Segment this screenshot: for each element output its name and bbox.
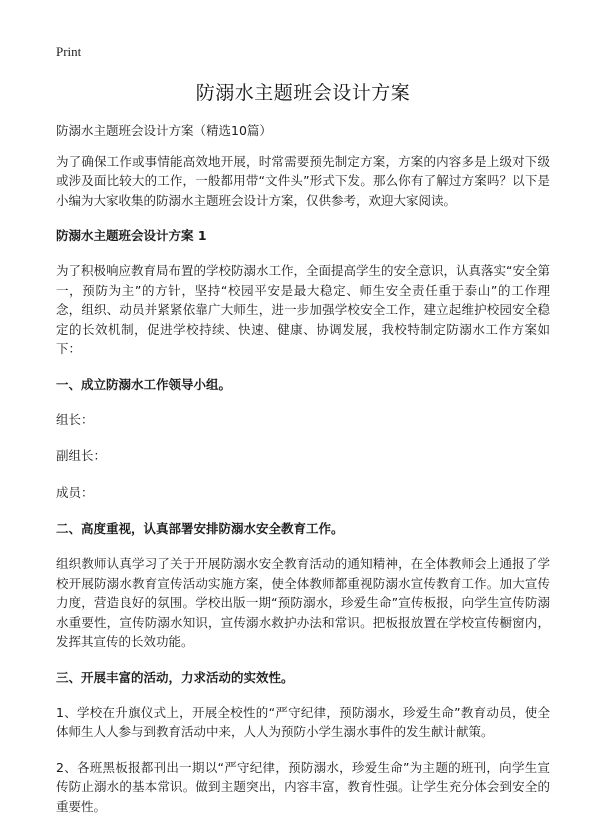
document-body — [56, 78, 550, 832]
members-label: 成员： — [56, 484, 94, 500]
activity-item-2: 2、各班黑板报都刊出一期以“严守纪律，预防溺水，珍爱生命”为主题的班刊，向学生宣传防止溺水的基本常识。做到主题突出，内容丰富，教育性强。让学生充分体会到安全的重要性。 — [56, 759, 550, 814]
deputy-leader-label: 副组长： — [56, 448, 107, 463]
heading-education-work: 二、高度重视，认真部署安排防溺水安全教育工作。 — [56, 521, 344, 536]
leader-label: 组长： — [56, 411, 94, 427]
section-1-heading: 防溺水主题班会设计方案 1 — [56, 228, 207, 243]
intro-paragraph: 为了确保工作或事情能高效地开展，时常需要预先制定方案，方案的内容多是上级对下级或涉及面比较大的工作，一般都用带“文件头”形式下发。那么你有了解过方案吗？以下是小编为大家收集的防溺水主题班会设计方案，仅供参考，欢迎大家阅读。 — [56, 153, 550, 208]
education-work-paragraph: 组织教师认真学习了关于开展防溺水安全教育活动的通知精神，在全体教师会上通报了学校开展防溺水教育宣传活动实施方案，使全体教师都重视防溺水宣传教育工作。加大宣传力度，营造良好的氛围。学校出版一期“预防溺水，珍爱生命”宣传板报，向学生宣传防溺水重要性，宣传防溺水知识，宣传溺水救护办法和常识。把板报放置在学校宣传橱窗内，发挥其宣传的长效功能。 — [56, 556, 550, 649]
heading-leadership-group: 一、成立防溺水工作领导小组。 — [56, 376, 232, 392]
activity-item-1: 1、学校在升旗仪式上，开展全校性的“严守纪律，预防溺水，珍爱生命”教育动员，使全体师生人人参与到教育活动中来，人人为预防小学生溺水事件的发生献计献策。 — [56, 704, 550, 739]
heading-activities: 三、开展丰富的活动，力求活动的实效性。 — [56, 669, 294, 685]
document-subtitle: 防溺水主题班会设计方案（精选10篇） — [56, 123, 272, 138]
page-title: 防溺水主题班会设计方案 — [195, 82, 411, 104]
print-link[interactable]: Print — [56, 44, 82, 59]
section-1-paragraph: 为了积极响应教育局布置的学校防溺水工作，全面提高学生的安全意识，认真落实“安全第一，预防为主”的方针，坚持“校园平安是最大稳定、师生安全责任重于泰山”的工作理念，组织、动员并紧紧依靠广大师生，进一步加强学校安全工作，建立起维护校园安全稳定的长效机制，促进学校持续、快速、健康、协调发展，我校特制定防溺水工作方案如下： — [56, 263, 550, 356]
